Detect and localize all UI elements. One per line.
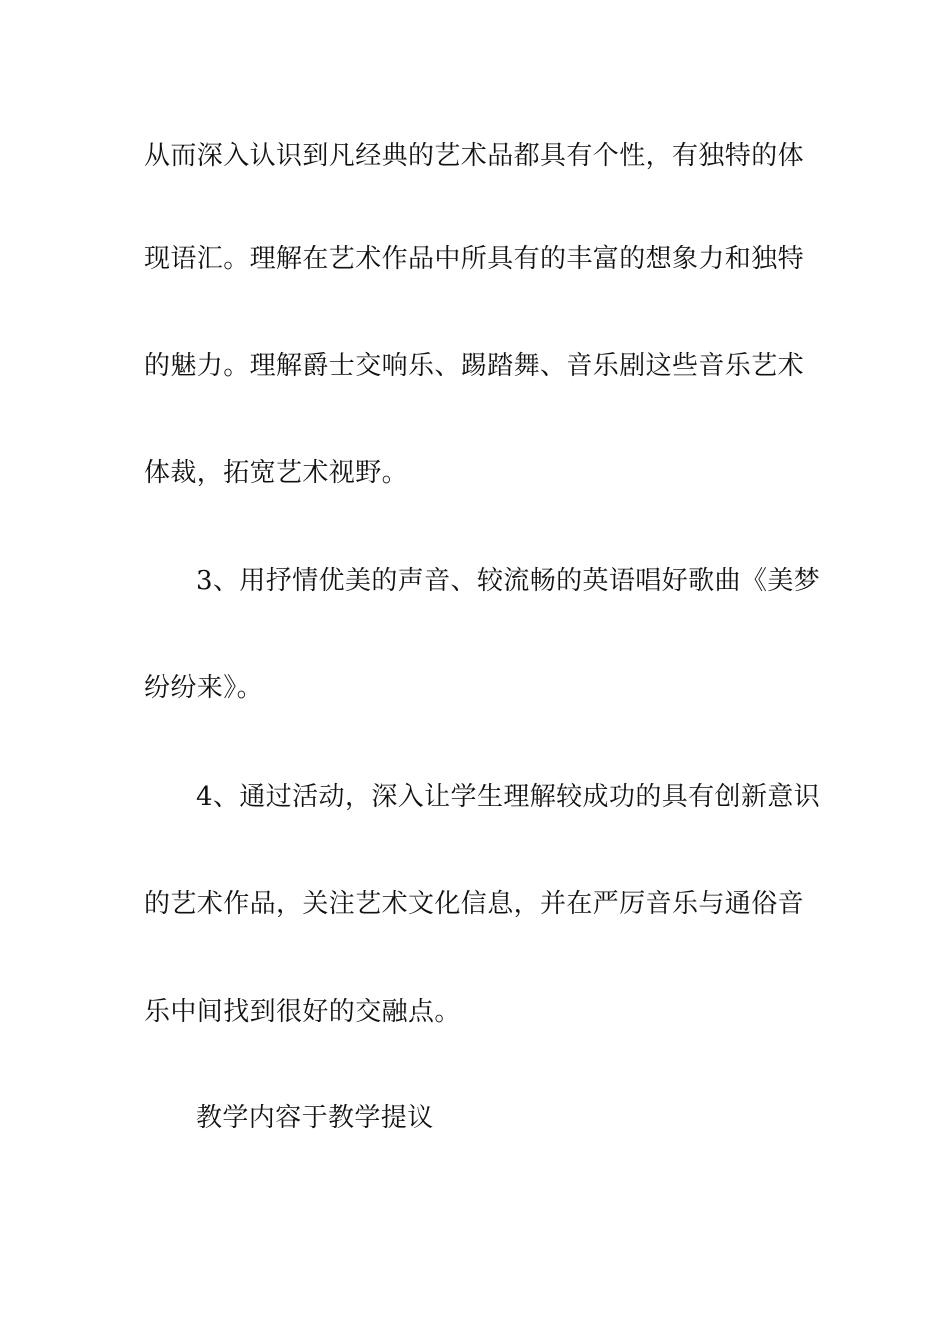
list-item-4-continuation: 的艺术作品，关注艺术文化信息，并在严厉音乐与通俗音 bbox=[144, 889, 805, 919]
paragraph-line: 的魅力。理解爵士交响乐、踢踏舞、音乐剧这些音乐艺术 bbox=[144, 351, 805, 381]
list-item-4-continuation: 乐中间找到很好的交融点。 bbox=[144, 997, 461, 1027]
list-item-3-line: 3、用抒情优美的声音、较流畅的英语唱好歌曲《美梦 bbox=[196, 566, 821, 596]
paragraph-line: 体裁，拓宽艺术视野。 bbox=[144, 458, 409, 488]
paragraph-line: 从而深入认识到凡经典的艺术品都具有个性，有独特的体 bbox=[144, 141, 805, 171]
list-item-3-continuation: 纷纷来》。 bbox=[144, 673, 264, 703]
list-item-4-line: 4、通过活动，深入让学生理解较成功的具有创新意识 bbox=[196, 782, 821, 812]
section-heading: 教学内容于教学提议 bbox=[196, 1103, 434, 1133]
paragraph-line: 现语汇。理解在艺术作品中所具有的丰富的想象力和独特 bbox=[144, 244, 805, 274]
